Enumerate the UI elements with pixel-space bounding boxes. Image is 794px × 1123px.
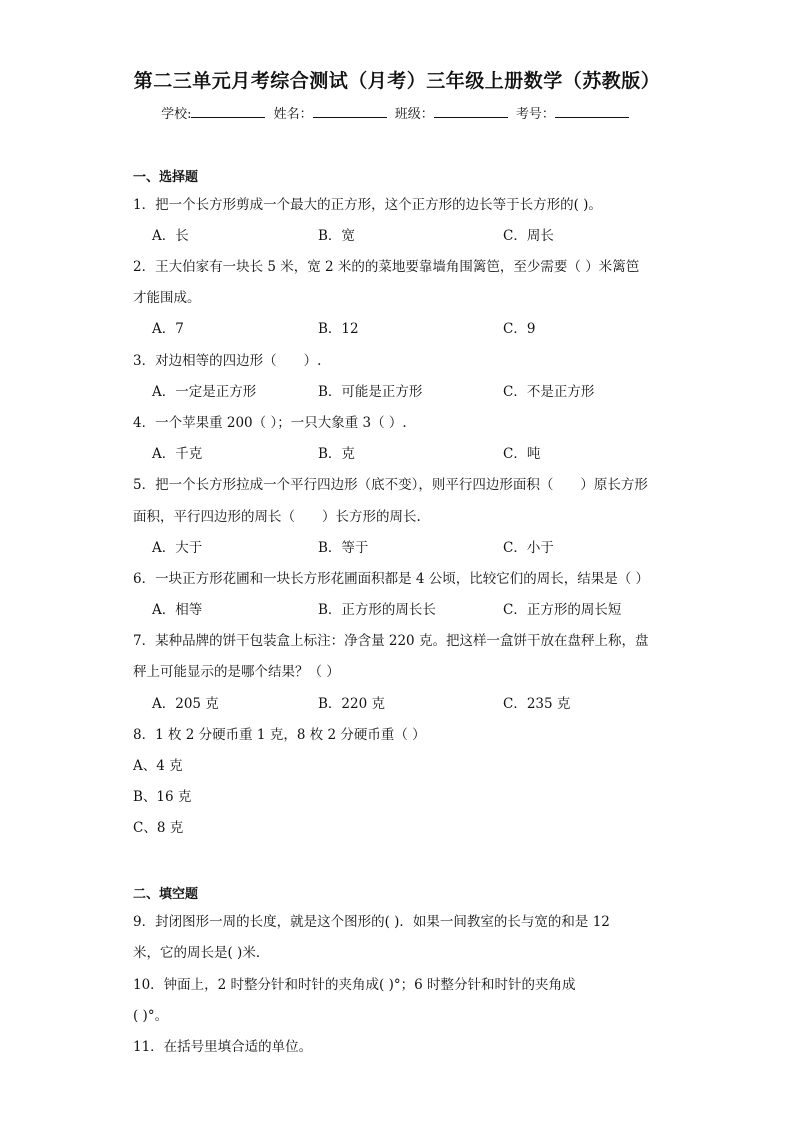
question-8: 8．1 枚 2 分硬币重 1 克，8 枚 2 分硬币重（ ） bbox=[133, 727, 426, 743]
question-2-line-2: 才能围成。 bbox=[133, 290, 201, 306]
exam-number-label: 考号： bbox=[515, 107, 555, 122]
name-blank[interactable] bbox=[313, 105, 387, 118]
q1-option-a: A．长 bbox=[152, 228, 189, 244]
question-11: 11．在括号里填合适的单位。 bbox=[133, 1039, 313, 1055]
exam-title: 第二三单元月考综合测试（月考）三年级上册数学（苏教版） bbox=[133, 70, 661, 92]
q3-option-a: A．一定是正方形 bbox=[152, 384, 257, 400]
q2-option-b: B．12 bbox=[318, 321, 359, 337]
q1-option-b: B．宽 bbox=[318, 228, 355, 244]
question-5-line-1: 5．把一个长方形拉成一个平行四边形（底不变），则平行四边形面积（ ）原长方形 bbox=[133, 477, 648, 493]
class-blank[interactable] bbox=[434, 105, 508, 118]
q4-option-a: A．千克 bbox=[152, 446, 203, 462]
question-7-line-2: 秤上可能显示的是哪个结果？（ ） bbox=[133, 664, 340, 680]
name-label: 姓名： bbox=[273, 107, 313, 122]
q8-option-c: C、8 克 bbox=[133, 820, 184, 836]
student-info-row bbox=[0, 103, 794, 122]
q7-option-b: B．220 克 bbox=[318, 696, 385, 712]
q6-option-a: A．相等 bbox=[152, 602, 203, 618]
question-6: 6．一块正方形花圃和一块长方形花圃面积都是 4 公顷，比较它们的周长，结果是（ ） bbox=[133, 571, 650, 587]
question-7-line-1: 7．某种品牌的饼干包装盒上标注：净含量 220 克。把这样一盒饼干放在盘秤上称，盘 bbox=[133, 633, 649, 649]
school-label: 学校: bbox=[161, 107, 192, 122]
school-blank[interactable] bbox=[191, 105, 265, 118]
q7-option-a: A．205 克 bbox=[152, 696, 219, 712]
q6-option-c: C．正方形的周长短 bbox=[503, 602, 622, 618]
q5-option-c: C．小于 bbox=[503, 540, 554, 556]
section-heading-fill-in: 二、填空题 bbox=[133, 887, 199, 902]
q2-option-c: C．9 bbox=[503, 321, 536, 337]
question-1: 1．把一个长方形剪成一个最大的正方形，这个正方形的边长等于长方形的( )。 bbox=[133, 197, 602, 213]
q1-option-c: C．周长 bbox=[503, 228, 554, 244]
exam-number-blank[interactable] bbox=[555, 105, 629, 118]
q6-option-b: B．正方形的周长长 bbox=[318, 602, 436, 618]
q8-option-a: A、4 克 bbox=[133, 758, 183, 774]
question-4: 4．一个苹果重 200（ ）；一只大象重 3（ ）. bbox=[133, 415, 407, 431]
q4-option-b: B．克 bbox=[318, 446, 355, 462]
q8-option-b: B、16 克 bbox=[133, 789, 192, 805]
q2-option-a: A．7 bbox=[152, 321, 184, 337]
q7-option-c: C．235 克 bbox=[503, 696, 571, 712]
question-9-line-1: 9．封闭图形一周的长度，就是这个图形的( )．如果一间教室的长与宽的和是 12 bbox=[133, 914, 610, 930]
question-5-line-2: 面积，平行四边形的周长（ ）长方形的周长. bbox=[133, 509, 421, 525]
q3-option-b: B．可能是正方形 bbox=[318, 384, 423, 400]
q5-option-a: A．大于 bbox=[152, 540, 203, 556]
q4-option-c: C．吨 bbox=[503, 446, 541, 462]
class-label: 班级： bbox=[394, 107, 434, 122]
section-heading-choice: 一、选择题 bbox=[133, 170, 199, 185]
question-10-line-2: ( )°。 bbox=[133, 1008, 169, 1024]
q3-option-c: C．不是正方形 bbox=[503, 384, 595, 400]
question-10-line-1: 10．钟面上，2 时整分针和时针的夹角成( )°；6 时整分针和时针的夹角成 bbox=[133, 977, 576, 993]
question-3: 3．对边相等的四边形（ ）. bbox=[133, 353, 322, 369]
question-2-line-1: 2．王大伯家有一块长 5 米，宽 2 米的的菜地要靠墙角围篱笆，至少需要（ ）米篱笆 bbox=[133, 259, 640, 275]
question-9-line-2: 米，它的周长是( )米． bbox=[133, 945, 270, 961]
q5-option-b: B．等于 bbox=[318, 540, 369, 556]
